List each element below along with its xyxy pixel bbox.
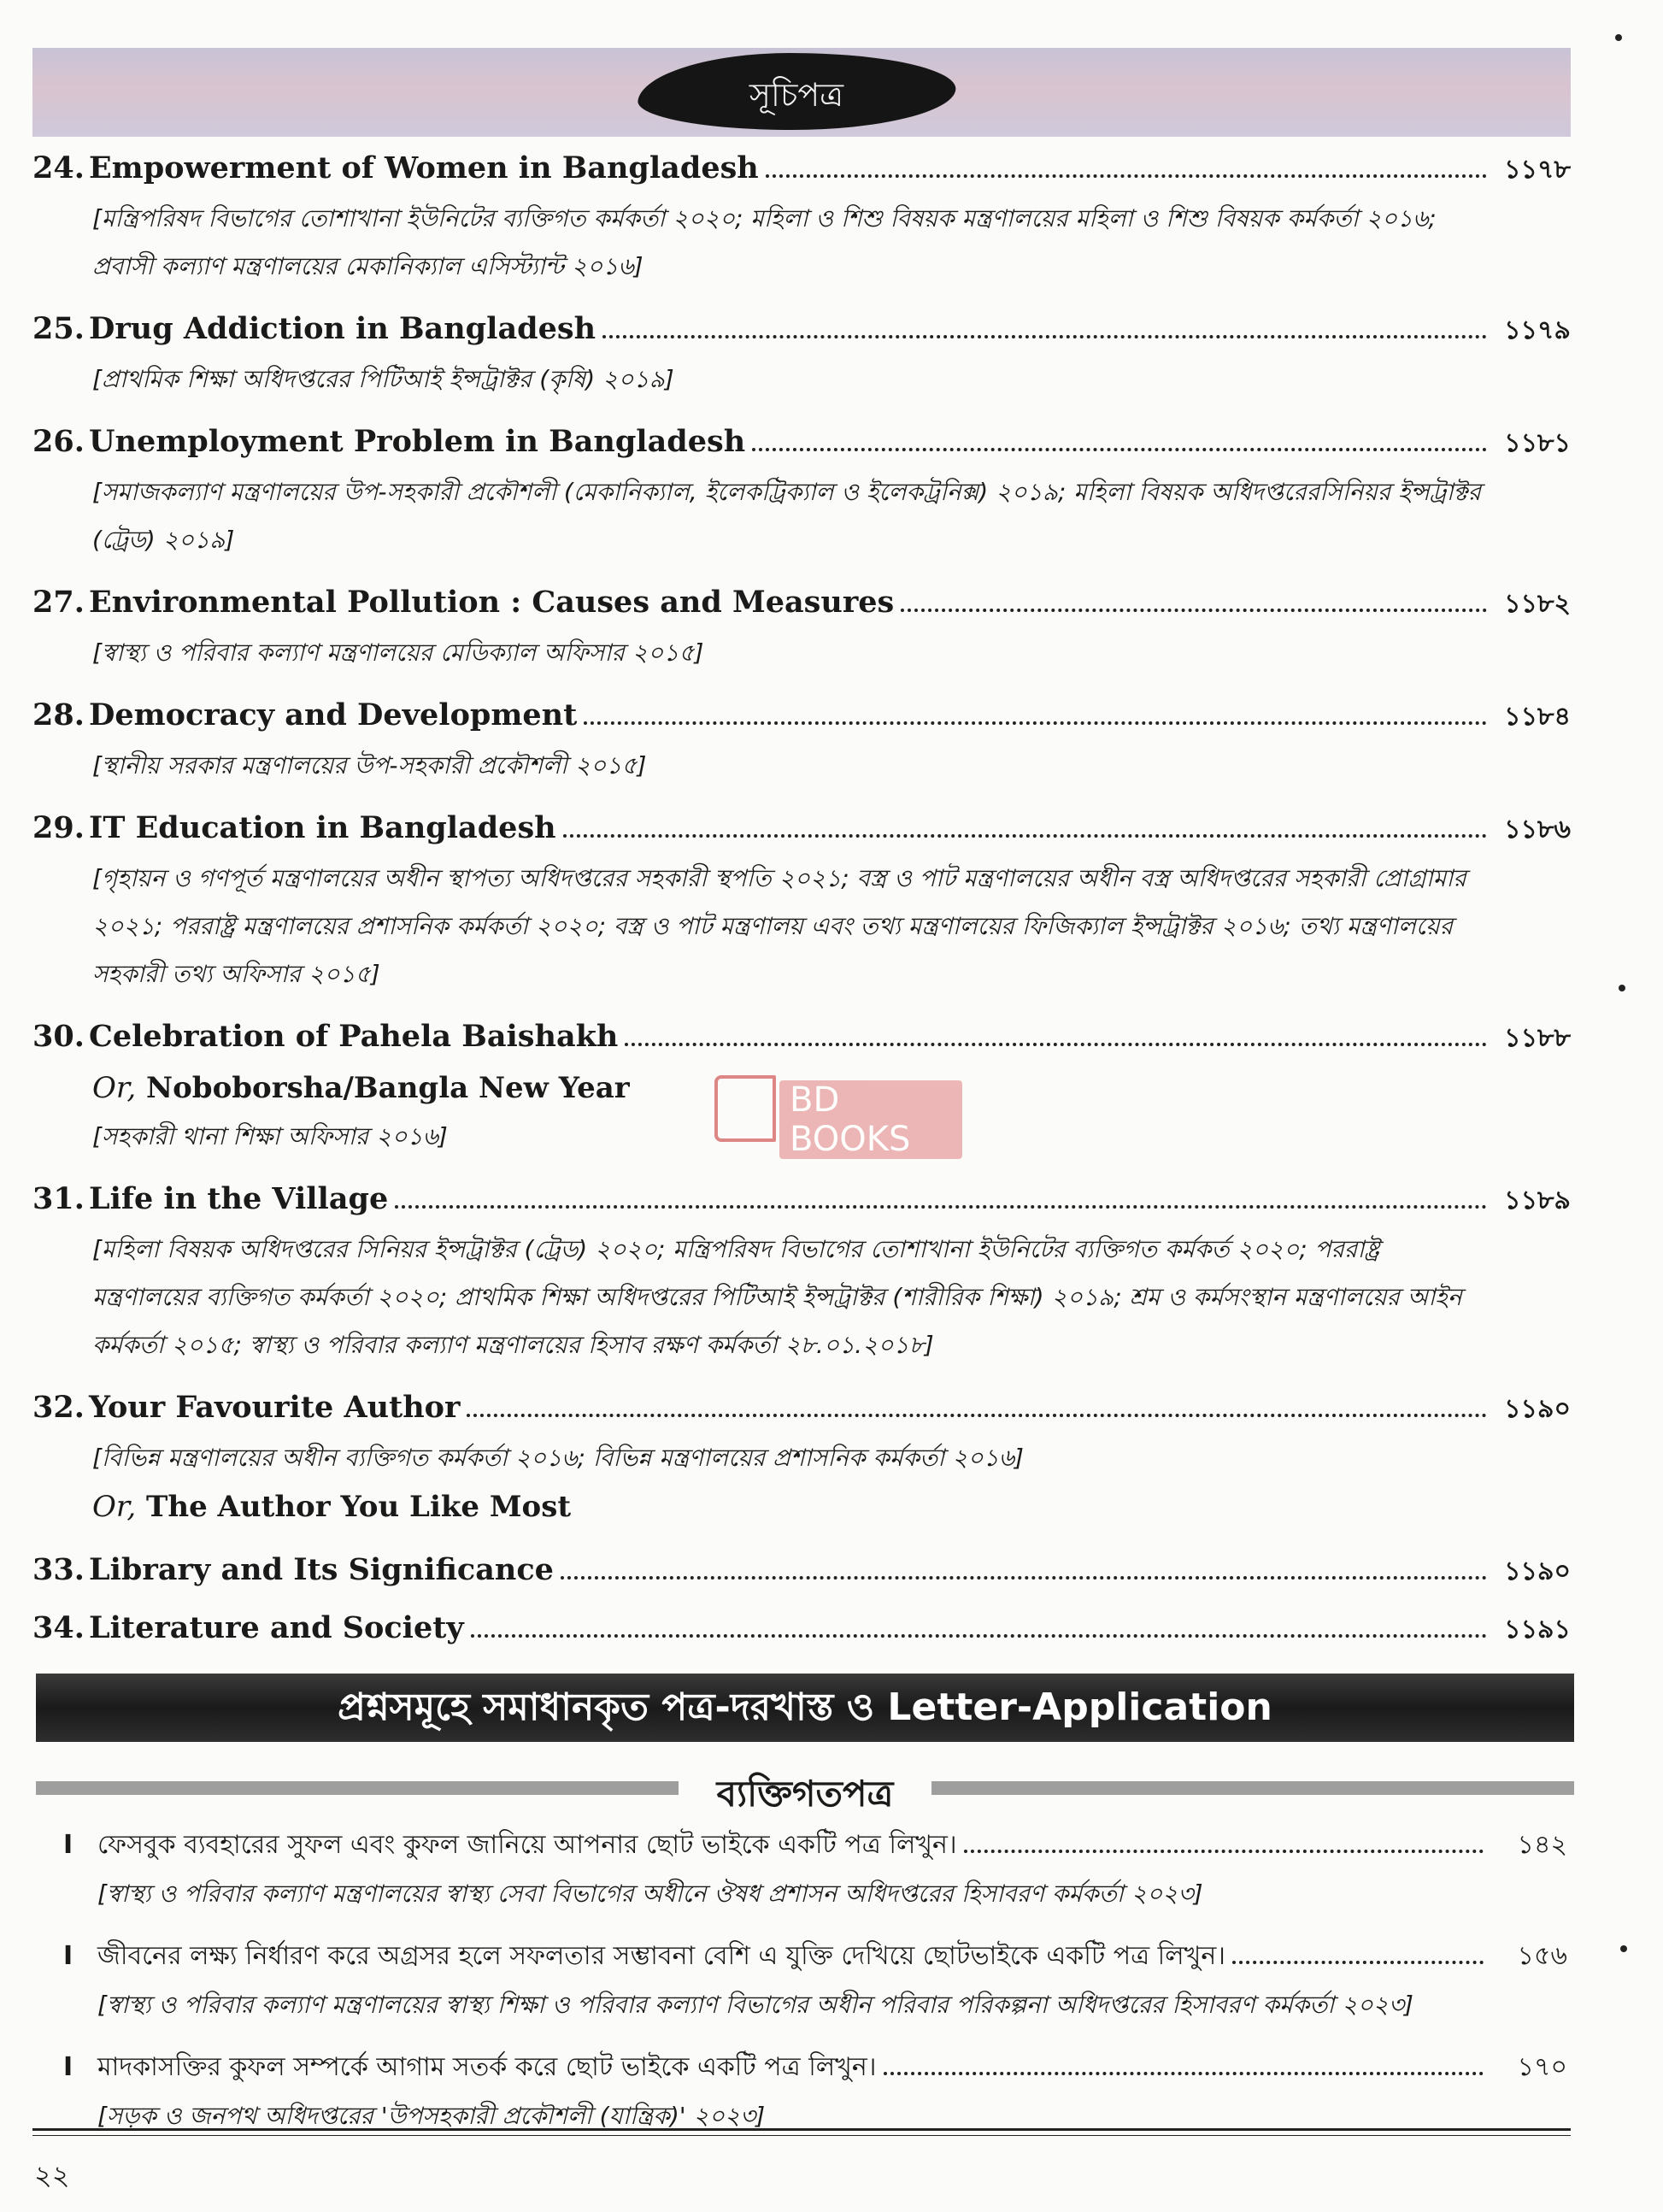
entry-number: 34.	[32, 1610, 85, 1645]
entry-title: Life in the Village	[89, 1181, 389, 1216]
letter-source: [সড়ক ও জনপথ অধিদপ্তরের 'উপসহকারী প্রকৌশলী (যান্ত্রিক)' ২০২৩]	[97, 2102, 766, 2130]
letter-title: ফেসবুক ব্যবহারের সুফল এবং কুফল জানিয়ে আপনার ছোট ভাইকে একটি পত্র লিখুন।	[97, 1830, 957, 1860]
entry-source: [সহকারী থানা শিক্ষা অফিসার ২০১৬]	[92, 1122, 448, 1150]
alt-prefix: Or,	[92, 1071, 137, 1105]
entry-page: ১১৮৪	[1504, 702, 1571, 732]
entry-title: Empowerment of Women in Bangladesh	[89, 150, 759, 185]
entry-source: [গৃহায়ন ও গণপূর্ত মন্ত্রণালয়ের অধীন স্থাপত্য অধিদপ্তরের সহকারী স্থপতি ২০২১; বস্ত্র ও পাট মন্ত্রণালয়ের অধীন বস্ত্র অধিদপ্তরের সহকারী প্রোগ্রামার ২০২১; পররাষ্ট্র মন্ত্রণালয়ের প্রশাসনিক কর্মকর্তা ২০২০; বস্ত্র ও পাট মন্ত্রণালয় এবং তথ্য মন্ত্রণালয়ের ফিজিক্যাল ইন্সট্রাক্টর ২০১৬; তথ্য মন্ত্রণালয়ের সহকারী তথ্য অফিসার ২০১৫]	[92, 864, 1466, 988]
letter-page: ১৫৬	[1517, 1941, 1567, 1971]
watermark-logo	[714, 1072, 962, 1159]
dot-leader	[1232, 1961, 1484, 1964]
table-of-contents	[32, 144, 1571, 1668]
entry-title: IT Education in Bangladesh	[89, 810, 556, 845]
letter-title: জীবনের লক্ষ্য নির্ধারণ করে অগ্রসর হলে সফলতার সম্ভাবনা বেশি এ যুক্তি দেখিয়ে ছোটভাইকে একটি পত্র লিখুন।	[97, 1941, 1225, 1971]
toc-entry-25[interactable]	[32, 304, 1571, 403]
entry-title: Literature and Society	[89, 1610, 464, 1645]
letter-item[interactable]	[63, 2043, 1567, 2140]
entry-number: 30.	[32, 1019, 85, 1054]
entry-page: ১১৭৮	[1504, 155, 1571, 185]
dot-leader	[901, 609, 1487, 612]
entry-title: Unemployment Problem in Bangladesh	[89, 424, 746, 459]
entry-page: ১১৭৯	[1504, 315, 1571, 345]
entry-page: ১১৯০	[1504, 1394, 1571, 1424]
entry-number: 26.	[32, 424, 85, 459]
page-number: ২২	[34, 2159, 70, 2191]
letter-item[interactable]	[63, 1821, 1567, 1918]
entry-page: ১১৮৯	[1504, 1185, 1571, 1215]
footer-rule	[32, 2128, 1571, 2131]
toc-entry-28[interactable]	[32, 691, 1571, 790]
footer-rule	[32, 2135, 1571, 2136]
dot-leader	[563, 834, 1487, 838]
header-banner	[32, 48, 1571, 137]
entry-number: 24.	[32, 150, 85, 185]
toc-entry-26[interactable]	[32, 417, 1571, 564]
dot-leader	[766, 174, 1487, 178]
watermark-text: BD BOOKS	[779, 1080, 962, 1159]
entry-source: [সমাজকল্যাণ মন্ত্রণালয়ের উপ-সহকারী প্রকৌশলী (মেকানিক্যাল, ইলেকট্রিক্যাল ও ইলেকট্রনিক্স) ২০১৯; মহিলা বিষয়ক অধিদপ্তরেরসিনিয়র ইন্সট্রাক্টর (ট্রেড) ২০১৯]	[92, 478, 1482, 554]
alt-title: The Author You Like Most	[146, 1490, 572, 1524]
section-heading: প্রশ্নসমূহে সমাধানকৃত পত্র-দরখাস্ত ও Letter-Application	[36, 1674, 1574, 1742]
toc-entry-31[interactable]	[32, 1174, 1571, 1369]
entry-page: ১১৯১	[1504, 1615, 1571, 1644]
bullet-icon: I	[63, 2052, 73, 2082]
entry-number: 28.	[32, 697, 85, 732]
dot-leader	[964, 1850, 1484, 1853]
book-icon	[714, 1075, 776, 1142]
entry-title: Environmental Pollution : Causes and Measures	[89, 585, 895, 620]
dot-leader	[884, 2072, 1484, 2075]
toc-entry-27[interactable]	[32, 578, 1571, 677]
subsection-title: ব্যক্তিগতপত্র	[716, 1773, 894, 1815]
letter-page: ১৪২	[1517, 1830, 1567, 1860]
toc-entry-29[interactable]	[32, 803, 1571, 998]
entry-source: [প্রাথমিক শিক্ষা অধিদপ্তরের পিটিআই ইন্সট্রাক্টর (কৃষি) ২০১৯]	[92, 365, 674, 393]
letter-list	[63, 1821, 1567, 2154]
entry-title: Your Favourite Author	[89, 1390, 461, 1425]
entry-title: Library and Its Significance	[89, 1552, 554, 1587]
letter-source: [স্বাস্থ্য ও পরিবার কল্যাণ মন্ত্রণালয়ের স্বাস্থ্য সেবা বিভাগের অধীনে ঔষধ প্রশাসন অধিদপ্তরের হিসাবরণ কর্মকর্তা ২০২৩]	[97, 1880, 1203, 1908]
scan-speck	[1619, 985, 1625, 991]
entry-page: ১১৮২	[1504, 589, 1571, 619]
alt-title: Noboborsha/Bangla New Year	[146, 1071, 630, 1105]
dot-leader	[467, 1414, 1487, 1417]
letter-title: মাদকাসক্তির কুফল সম্পর্কে আগাম সতর্ক করে ছোট ভাইকে একটি পত্র লিখুন।	[97, 2052, 877, 2082]
entry-number: 25.	[32, 311, 85, 346]
alt-prefix: Or,	[92, 1490, 137, 1524]
dot-leader	[395, 1205, 1487, 1209]
dot-leader	[602, 335, 1487, 338]
dot-leader	[561, 1576, 1487, 1580]
divider	[931, 1781, 1574, 1795]
dot-leader	[584, 721, 1487, 725]
bullet-icon: I	[63, 1941, 73, 1971]
entry-page: ১১৮৬	[1504, 815, 1571, 844]
entry-number: 29.	[32, 810, 85, 845]
entry-number: 31.	[32, 1181, 85, 1216]
toc-entry-32[interactable]	[32, 1383, 1571, 1532]
toc-entry-24[interactable]	[32, 144, 1571, 291]
entry-alt-title	[32, 1482, 1571, 1532]
entry-title: Democracy and Development	[89, 697, 578, 732]
dot-leader	[625, 1043, 1487, 1046]
entry-source: [বিভিন্ন মন্ত্রণালয়ের অধীন ব্যক্তিগত কর্মকর্তা ২০১৬; বিভিন্ন মন্ত্রণালয়ের প্রশাসনিক কর্মকর্তা ২০১৬]	[92, 1444, 1024, 1472]
entry-source: [স্বাস্থ্য ও পরিবার কল্যাণ মন্ত্রণালয়ের মেডিক্যাল অফিসার ২০১৫]	[92, 638, 704, 667]
toc-entry-34[interactable]	[32, 1603, 1571, 1655]
scan-speck	[1615, 34, 1622, 41]
entry-number: 27.	[32, 585, 85, 620]
entry-number: 32.	[32, 1390, 85, 1425]
entry-title: Drug Addiction in Bangladesh	[89, 311, 596, 346]
header-brush-tag	[634, 53, 961, 130]
entry-number: 33.	[32, 1552, 85, 1587]
toc-entry-33[interactable]	[32, 1545, 1571, 1597]
entry-page: ১১৯০	[1504, 1556, 1571, 1586]
entry-page: ১১৮১	[1504, 428, 1571, 458]
entry-source: [স্থানীয় সরকার মন্ত্রণালয়ের উপ-সহকারী প্রকৌশলী ২০১৫]	[92, 751, 647, 779]
subsection-heading	[36, 1762, 1574, 1814]
dot-leader	[471, 1634, 1487, 1638]
entry-source: [মহিলা বিষয়ক অধিদপ্তরের সিনিয়র ইন্সট্রাক্টর (ট্রেড) ২০২০; মন্ত্রিপরিষদ বিভাগের তোশাখানা ইউনিটের ব্যক্তিগত কর্মকর্ত ২০২০; পররাষ্ট্র মন্ত্রণালয়ের ব্যক্তিগত কর্মকর্তা ২০২০; প্রাথমিক শিক্ষা অধিদপ্তরের পিটিআই ইন্সট্রাক্টর (শারীরিক শিক্ষা) ২০১৯; শ্রম ও কর্মসংস্থান মন্ত্রণালয়ের আইন কর্মকর্তা ২০১৫; স্বাস্থ্য ও পরিবার কল্যাণ মন্ত্রণালয়ের হিসাব রক্ষণ কর্মকর্তা ২৮.০১.২০১৮]	[92, 1235, 1462, 1359]
scan-speck	[1620, 1945, 1627, 1952]
bullet-icon: I	[63, 1830, 73, 1860]
page-title: সূচিপত্র	[749, 76, 844, 114]
entry-title: Celebration of Pahela Baishakh	[89, 1019, 619, 1054]
letter-page: ১৭০	[1517, 2052, 1567, 2082]
letter-source: [স্বাস্থ্য ও পরিবার কল্যাণ মন্ত্রণালয়ের স্বাস্থ্য শিক্ষা ও পরিবার কল্যাণ বিভাগের অধীন পরিবার পরিকল্পনা অধিদপ্তরের হিসাবরণ কর্মকর্তা ২০২৩]	[97, 1991, 1413, 2019]
entry-page: ১১৮৮	[1504, 1023, 1571, 1053]
dot-leader	[752, 448, 1487, 451]
entry-source: [মন্ত্রিপরিষদ বিভাগের তোশাখানা ইউনিটের ব্যক্তিগত কর্মকর্তা ২০২০; মহিলা ও শিশু বিষয়ক মন্ত্রণালয়ের মহিলা ও শিশু বিষয়ক কর্মকর্তা ২০১৬; প্রবাসী কল্যাণ মন্ত্রণালয়ের মেকানিক্যাল এসিস্ট্যান্ট ২০১৬]	[92, 204, 1437, 280]
letter-item[interactable]	[63, 1932, 1567, 2029]
